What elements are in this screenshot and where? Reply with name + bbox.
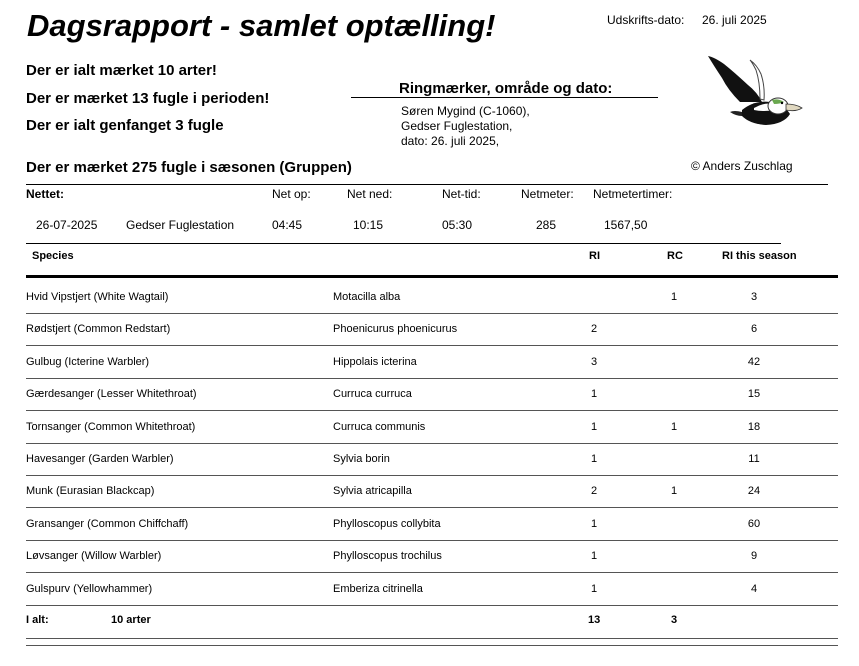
col-header-species: Species — [32, 250, 74, 262]
col-header-ri: RI — [589, 250, 600, 262]
ri-count: 3 — [590, 356, 598, 368]
species-name: Gulbug (Icterine Warbler) — [26, 356, 150, 368]
species-name: Gransanger (Common Chiffchaff) — [26, 518, 189, 530]
ri-count: 1 — [590, 583, 598, 595]
net-meter-hours: 1567,50 — [604, 218, 648, 232]
table-bottom-rule-2 — [26, 645, 838, 646]
eider-duck-icon — [700, 52, 808, 128]
species-name: Rødstjert (Common Redstart) — [26, 323, 171, 335]
col-header-rc: RC — [667, 250, 683, 262]
net-date: 26-07-2025 — [36, 218, 98, 232]
net-location: Gedser Fuglestation — [126, 218, 235, 232]
total-species-count: 10 arter — [111, 614, 151, 626]
summary-species-marked: Der er ialt mærket 10 arter! — [26, 62, 217, 79]
ringer-date: dato: 26. juli 2025, — [401, 134, 500, 148]
table-row — [26, 313, 838, 345]
season-count: 11 — [748, 453, 760, 465]
latin-name: Sylvia borin — [333, 453, 390, 465]
rc-count: 1 — [670, 291, 678, 303]
col-header-season: RI this season — [722, 250, 797, 262]
species-name: Gærdesanger (Lesser Whitethroat) — [26, 388, 197, 400]
net-bottom-rule — [26, 243, 781, 244]
net-open-time: 04:45 — [272, 218, 303, 232]
net-top-rule — [26, 184, 828, 185]
net-header-time: Net-tid: — [442, 187, 481, 201]
table-row — [26, 573, 838, 605]
total-label: I alt: — [26, 614, 49, 626]
species-name: Munk (Eurasian Blackcap) — [26, 485, 155, 497]
species-name: Havesanger (Garden Warbler) — [26, 453, 174, 465]
summary-recaptured: Der er ialt genfanget 3 fugle — [26, 117, 224, 134]
season-count: 18 — [747, 421, 761, 433]
ringer-details — [401, 104, 530, 149]
summary-birds-marked: Der er mærket 13 fugle i perioden! — [26, 90, 270, 107]
net-header-meter-hours: Netmetertimer: — [593, 187, 673, 201]
table-row — [26, 443, 838, 475]
species-name: Tornsanger (Common Whitethroat) — [26, 421, 196, 433]
season-count: 9 — [750, 550, 758, 562]
species-name: Løvsanger (Willow Warbler) — [26, 550, 162, 562]
print-date-label: Udskrifts-dato: — [607, 13, 685, 27]
season-count: 6 — [750, 323, 758, 335]
ringer-station: Gedser Fuglestation, — [401, 119, 513, 133]
table-row — [26, 508, 838, 540]
table-row — [26, 378, 838, 410]
table-row — [26, 411, 838, 443]
season-count: 15 — [747, 388, 761, 400]
ringer-heading: Ringmærker, område og dato: — [399, 80, 613, 97]
net-close-time: 10:15 — [353, 218, 384, 232]
latin-name: Phoenicurus phoenicurus — [333, 323, 458, 335]
ri-count: 1 — [590, 518, 598, 530]
table-row — [26, 281, 838, 313]
species-name: Hvid Vipstjert (White Wagtail) — [26, 291, 169, 303]
total-ri: 13 — [588, 614, 601, 626]
report-title: Dagsrapport - samlet optælling! — [27, 8, 496, 43]
season-count: 42 — [747, 356, 761, 368]
net-duration: 05:30 — [442, 218, 473, 232]
total-rc: 3 — [670, 614, 678, 626]
net-header-label: Nettet: — [26, 187, 64, 201]
table-header-rule — [26, 275, 838, 278]
latin-name: Motacilla alba — [333, 291, 401, 303]
rc-count: 1 — [670, 485, 678, 497]
season-count: 60 — [747, 518, 761, 530]
ri-count: 2 — [590, 485, 598, 497]
ri-count: 2 — [590, 323, 598, 335]
latin-name: Phylloscopus trochilus — [333, 550, 442, 562]
species-name: Gulspurv (Yellowhammer) — [26, 583, 153, 595]
table-row — [26, 346, 838, 378]
rc-count: 1 — [670, 421, 678, 433]
ringer-divider — [351, 97, 658, 98]
table-row — [26, 475, 838, 507]
latin-name: Sylvia atricapilla — [333, 485, 412, 497]
net-header-meters: Netmeter: — [521, 187, 574, 201]
summary-season-total: Der er mærket 275 fugle i sæsonen (Gruppen) — [26, 159, 352, 176]
print-date: 26. juli 2025 — [702, 13, 767, 27]
ri-count: 1 — [590, 550, 598, 562]
season-count: 4 — [750, 583, 758, 595]
table-bottom-rule — [26, 638, 838, 639]
table-row — [26, 540, 838, 572]
ringer-name: Søren Mygind (C-1060), — [401, 104, 530, 118]
latin-name: Hippolais icterina — [333, 356, 417, 368]
table-total-row — [26, 604, 838, 636]
latin-name: Emberiza citrinella — [333, 583, 423, 595]
ri-count: 1 — [590, 421, 598, 433]
latin-name: Curruca curruca — [333, 388, 412, 400]
latin-name: Curruca communis — [333, 421, 426, 433]
ri-count: 1 — [590, 453, 598, 465]
net-meters: 285 — [536, 218, 557, 232]
season-count: 24 — [747, 485, 761, 497]
copyright: © Anders Zuschlag — [691, 159, 793, 173]
season-count: 3 — [750, 291, 758, 303]
ri-count: 1 — [590, 388, 598, 400]
net-header-open: Net op: — [272, 187, 311, 201]
latin-name: Phylloscopus collybita — [333, 518, 441, 530]
net-header-close: Net ned: — [347, 187, 393, 201]
